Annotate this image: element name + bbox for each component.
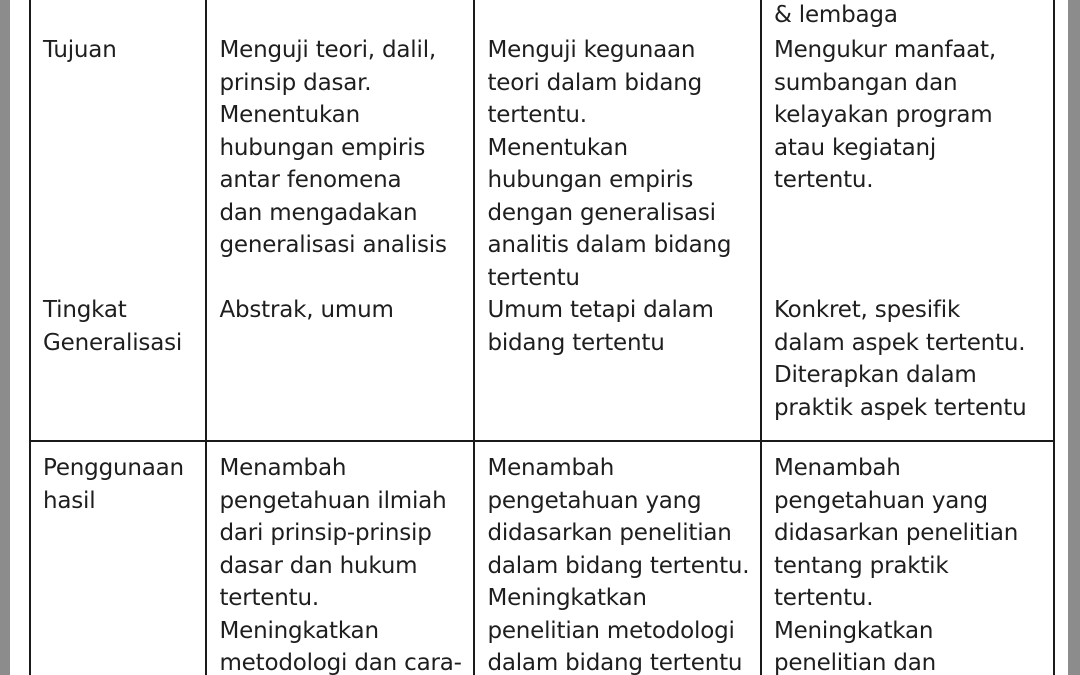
- cell-text-line: pengetahuan ilmiah: [219, 487, 447, 514]
- cell-text-line: Diterapkan dalam: [773, 362, 977, 388]
- cell-text-line: Meningkatkan: [487, 585, 647, 611]
- row-label: Generalisasi: [43, 329, 183, 356]
- table-cell: [30, 0, 206, 34]
- table-row-penggunaan-hasil: [30, 441, 1054, 675]
- cell-text-line: dalam aspek tertentu.: [773, 329, 1026, 356]
- table-row-tingkat-generalisasi: [30, 294, 1054, 441]
- row-label-cell: [30, 34, 206, 294]
- cell-text-line: generalisasi analisis: [219, 232, 447, 258]
- cell-text-line: kelayakan program: [773, 102, 993, 128]
- cell-text-line: Menguji kegunaan: [487, 37, 696, 63]
- table-cell: [474, 0, 761, 34]
- cell-text-line: tertentu.: [219, 585, 319, 611]
- cell-text-line: didasarkan penelitian: [487, 520, 732, 546]
- cell-text-line: didasarkan penelitian: [773, 520, 1019, 546]
- cell-text-line: teori dalam bidang: [487, 69, 702, 96]
- cell-text-line: Konkret, spesifik: [773, 297, 961, 323]
- cell-text-line: Menambah: [487, 455, 615, 481]
- table-cell: [474, 294, 761, 441]
- cell-text-line: bidang tertentu: [487, 329, 665, 356]
- cell-text-line: atau kegiatanj: [773, 134, 937, 161]
- cell-text-line: tertentu.: [773, 585, 874, 611]
- cell-text-line: Mengukur manfaat,: [773, 37, 996, 63]
- cell-text-line: & lembaga: [773, 2, 898, 28]
- cell-text-line: Abstrak, umum: [219, 297, 394, 323]
- cell-text-line: dari prinsip-prinsip: [219, 520, 432, 546]
- cell-text-line: dan mengadakan: [219, 199, 418, 226]
- cell-text-line: Menentukan: [487, 134, 628, 161]
- table-cell: [761, 294, 1054, 441]
- cell-text-line: praktik aspek tertentu: [773, 394, 1027, 421]
- cell-text-line: antar fenomena: [219, 167, 402, 193]
- cell-text-line: metodologi dan cara-: [219, 650, 462, 675]
- cell-text-line: Menguji teori, dalil,: [219, 37, 436, 63]
- cell-text-line: dengan generalisasi: [487, 199, 716, 226]
- row-label-cell: [30, 441, 206, 675]
- cell-text-line: Menambah: [773, 455, 901, 481]
- cell-text-line: Umum tetapi dalam: [487, 297, 714, 323]
- row-label: Penggunaan: [43, 455, 184, 481]
- cell-text-line: tertentu: [487, 264, 580, 291]
- cell-text-line: tentang praktik: [773, 552, 949, 579]
- cell-text-line: tertentu.: [487, 102, 587, 128]
- cell-text-line: hubungan empiris: [219, 134, 426, 161]
- table-cell: [761, 441, 1054, 675]
- cell-text-line: analitis dalam bidang: [487, 232, 732, 258]
- cell-text-line: dasar dan hukum: [219, 552, 418, 579]
- cell-text-line: pengetahuan yang: [487, 487, 702, 514]
- row-label: Tingkat: [43, 297, 127, 323]
- table-cell: [474, 441, 761, 675]
- cell-text-line: hubungan empiris: [487, 167, 694, 193]
- cell-text-line: penelitian dan: [773, 650, 937, 675]
- cell-text-line: penelitian metodologi: [487, 617, 735, 644]
- table-cell: [206, 34, 474, 294]
- comparison-table: [29, 0, 1055, 675]
- table-cell: [206, 294, 474, 441]
- row-label: Tujuan: [43, 37, 117, 63]
- cell-text-line: Meningkatkan: [219, 617, 379, 644]
- cell-text-line: prinsip dasar.: [219, 69, 372, 96]
- table-cell: [206, 0, 474, 34]
- cell-text-line: dalam bidang tertentu.: [487, 552, 750, 579]
- table-cell: [206, 441, 474, 675]
- cell-text-line: tertentu.: [773, 167, 874, 193]
- document-page: [10, 0, 1068, 675]
- cell-text-line: Meningkatkan: [773, 617, 934, 644]
- table-cell: [761, 0, 1054, 34]
- table-row-tujuan: [30, 34, 1054, 294]
- cell-text-line: sumbangan dan: [773, 69, 958, 96]
- table-cell: [761, 34, 1054, 294]
- cell-text-line: dalam bidang tertentu: [487, 650, 743, 675]
- cell-text-line: Menambah: [219, 455, 347, 481]
- cell-text-line: Menentukan: [219, 102, 360, 128]
- row-label-cell: [30, 294, 206, 441]
- row-label: hasil: [43, 487, 96, 514]
- cell-text-line: pengetahuan yang: [773, 487, 988, 514]
- table-cell: [474, 34, 761, 294]
- table-row-top-partial: [30, 0, 1054, 34]
